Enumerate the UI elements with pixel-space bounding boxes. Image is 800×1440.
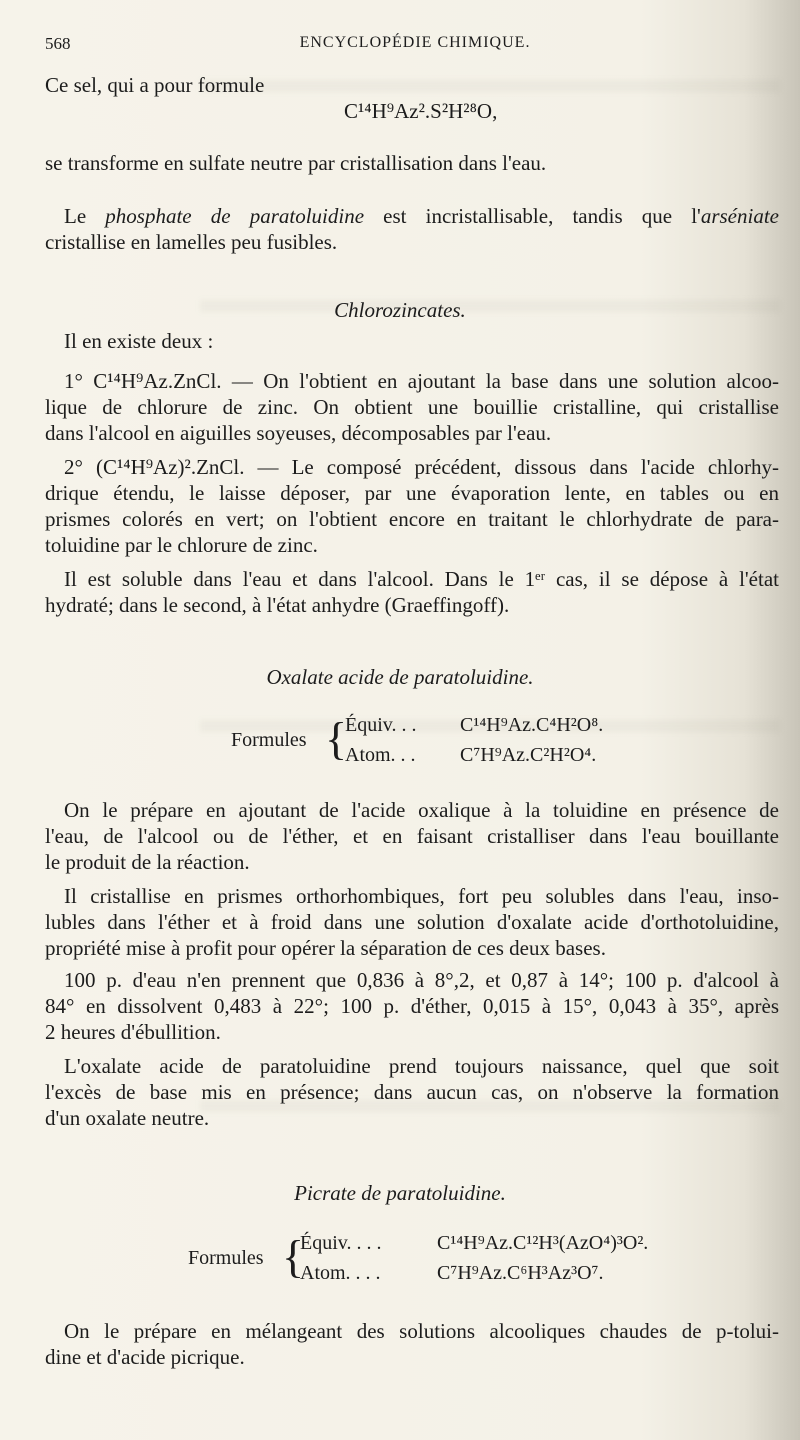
solubility-line: Il est soluble dans l'eau et dans l'alcool. Dans le 1ᵉʳ cas, il se dépose à l'état	[64, 567, 779, 591]
chlorozincate-2-line: toluidine par le chlorure de zinc.	[45, 533, 318, 557]
oxalate-preparation-line: l'eau, de l'alcool ou de l'éther, et en faisant cristalliser dans l'eau bouillante	[45, 824, 779, 848]
running-title: ENCYCLOPÉDIE CHIMIQUE.	[299, 34, 531, 51]
oxalate-formation-line: l'excès de base mis en présence; dans aucun cas, on n'observe la formation	[45, 1080, 779, 1104]
picrate-preparation-line: On le prépare en mélangeant des solutions alcooliques chaudes de p-tolui-	[64, 1319, 779, 1343]
brace-glyph: {	[325, 713, 348, 764]
oxalate-solubility-line: 100 p. d'eau n'en prennent que 0,836 à 8°,2, et 0,87 à 14°; 100 p. d'alcool à	[64, 968, 779, 992]
oxalate-formation-line: L'oxalate acide de paratoluidine prend toujours naissance, quel que soit	[64, 1054, 779, 1078]
equiv-formula: C¹⁴H⁹Az.C⁴H²O⁸.	[460, 714, 604, 736]
formulas-label: Formules	[231, 729, 307, 751]
equiv-formula: C¹⁴H⁹Az.C¹²H³(AzO⁴)³O².	[437, 1232, 649, 1254]
solubility-line: hydraté; dans le second, à l'état anhydre (Graeffingoff).	[45, 593, 510, 617]
phosphate-paragraph-line: cristallise en lamelles peu fusibles.	[45, 230, 338, 254]
chlorozincates-intro: Il en existe deux :	[64, 329, 214, 353]
oxalate-equiv-row	[345, 712, 603, 738]
intro-text: Ce sel, qui a pour formule	[45, 73, 265, 97]
atom-formula: C⁷H⁹Az.C²H²O⁴.	[460, 744, 597, 766]
picrate-formula-table	[188, 1226, 788, 1296]
chlorozincate-1-line: 1° C¹⁴H⁹Az.ZnCl. — On l'obtient en ajoutant la base dans une solution alcoo-	[64, 369, 779, 393]
text-run: est incristallisable, tandis que l'	[364, 204, 701, 228]
picrate-atom-row	[300, 1260, 604, 1286]
picrate-preparation-line: dine et d'acide picrique.	[45, 1345, 245, 1369]
show-through-shadow	[200, 80, 780, 92]
oxalate-crystal-line: Il cristallise en prismes orthorhombiques, fort peu solubles dans l'eau, inso-	[64, 884, 779, 908]
oxalate-preparation-line: On le prépare en ajoutant de l'acide oxalique à la toluidine en présence de	[64, 798, 779, 822]
oxalate-solubility-line: 84° en dissolvent 0,483 à 22°; 100 p. d'éther, 0,015 à 15°, 0,043 à 35°, après	[45, 994, 779, 1018]
intro-text-continued: se transforme en sulfate neutre par cristallisation dans l'eau.	[45, 151, 547, 175]
section-heading-chlorozincates: Chlorozincates.	[334, 298, 466, 322]
brace-glyph: {	[282, 1231, 305, 1282]
oxalate-formation-line: d'un oxalate neutre.	[45, 1106, 210, 1130]
chlorozincate-1-line: dans l'alcool en aiguilles soyeuses, décomposables par l'eau.	[45, 421, 552, 445]
oxalate-preparation-line: le produit de la réaction.	[45, 850, 250, 874]
chlorozincate-1-line: lique de chlorure de zinc. On obtient une bouillie cristalline, qui cristallise	[45, 395, 779, 419]
italic-term: arséniate	[700, 204, 779, 228]
oxalate-atom-row	[345, 742, 596, 768]
picrate-equiv-row	[300, 1230, 648, 1256]
running-header	[45, 34, 785, 58]
formula-sulfate: C¹⁴H⁹Az².S²H²⁸O,	[344, 99, 498, 123]
formulas-label: Formules	[188, 1247, 264, 1269]
phosphate-paragraph-line	[64, 203, 779, 229]
section-heading-picrate: Picrate de paratoluidine.	[294, 1181, 506, 1205]
atom-label: Atom. . .	[345, 744, 416, 766]
chlorozincate-2-line: drique étendu, le laisse déposer, par une évaporation lente, en tables ou en	[45, 481, 779, 505]
oxalate-crystal-line: propriété mise à profit pour opérer la séparation de ces deux bases.	[45, 936, 606, 960]
section-heading-oxalate: Oxalate acide de paratoluidine.	[266, 665, 534, 689]
italic-term: phosphate de paratoluidine	[105, 204, 365, 228]
chlorozincate-2-line: prismes colorés en vert; on l'obtient encore en traitant le chlorhydrate de para-	[45, 507, 779, 531]
chlorozincate-2-line: 2° (C¹⁴H⁹Az)².ZnCl. — Le composé précédent, dissous dans l'acide chlorhy-	[64, 455, 779, 479]
oxalate-crystal-line: lubles dans l'éther et à froid dans une solution d'oxalate acide d'orthotoluidine,	[45, 910, 779, 934]
equiv-label: Équiv. . .	[345, 714, 417, 736]
atom-label: Atom. . . .	[300, 1262, 381, 1284]
equiv-label: Équiv. . . .	[300, 1232, 382, 1254]
oxalate-solubility-line: 2 heures d'ébullition.	[45, 1020, 221, 1044]
page-number: 568	[45, 34, 71, 53]
oxalate-formula-table	[231, 708, 791, 778]
text-run: Le	[64, 204, 106, 228]
atom-formula: C⁷H⁹Az.C⁶H³Az³O⁷.	[437, 1262, 604, 1284]
